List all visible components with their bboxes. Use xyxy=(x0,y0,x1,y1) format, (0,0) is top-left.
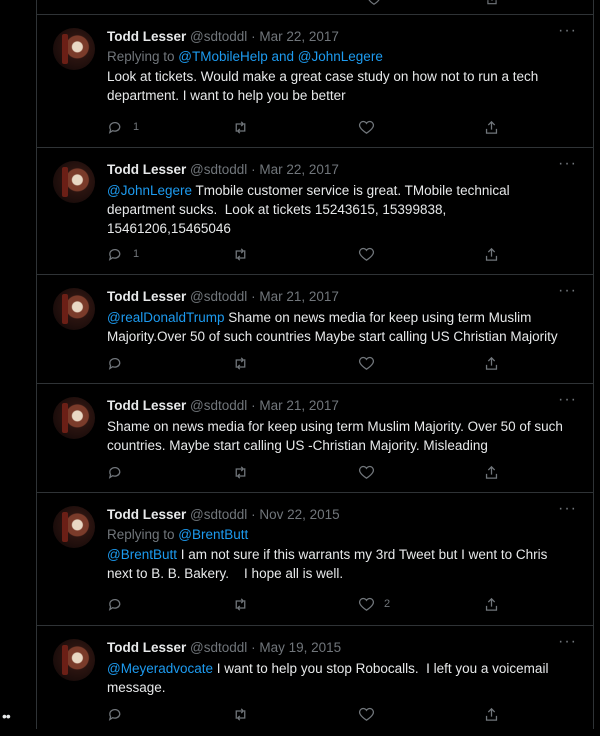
separator: · xyxy=(251,507,256,522)
retweet-icon xyxy=(232,706,249,723)
retweet-icon xyxy=(232,464,249,481)
reply-icon xyxy=(107,464,124,481)
tweet-actions xyxy=(107,593,547,615)
reply-button[interactable] xyxy=(107,243,139,265)
tweet[interactable] xyxy=(37,275,593,384)
like-icon xyxy=(358,464,375,481)
retweet-button[interactable] xyxy=(232,116,258,138)
share-button[interactable] xyxy=(483,703,500,725)
share-button[interactable] xyxy=(483,593,500,615)
more-options-icon[interactable]: ··· xyxy=(558,633,577,650)
replying-to-link[interactable]: @BrentButt xyxy=(178,527,249,542)
replying-to-link[interactable]: @TMobileHelp and @JohnLegere xyxy=(178,49,383,64)
separator: · xyxy=(251,640,256,655)
author-handle[interactable]: @sdtoddl xyxy=(190,289,248,304)
tweet-body: Tmobile customer service is great. TMobile technical department sucks. Look at tickets 15243615, 15399838, 15461206,15465046 xyxy=(107,183,514,236)
reply-count: 1 xyxy=(133,248,140,260)
reply-icon xyxy=(107,246,124,263)
replying-prefix: Replying to xyxy=(107,527,179,542)
author-handle[interactable]: @sdtoddl xyxy=(190,507,248,522)
like-button[interactable] xyxy=(358,593,390,615)
mention-link[interactable]: @realDonaldTrump xyxy=(107,310,225,325)
left-gutter xyxy=(0,0,36,729)
tweet-header xyxy=(107,391,577,416)
retweet-button[interactable] xyxy=(232,461,258,483)
reply-button[interactable] xyxy=(107,352,133,374)
author-handle[interactable]: @sdtoddl xyxy=(190,162,248,177)
tweet-header xyxy=(107,500,577,525)
reply-icon xyxy=(107,119,124,136)
tweet[interactable] xyxy=(37,15,593,148)
separator: · xyxy=(251,29,256,44)
author-name[interactable]: Todd Lesser xyxy=(107,29,187,44)
tweet-header xyxy=(107,633,577,658)
separator: · xyxy=(251,162,256,177)
tweet-header xyxy=(107,22,577,47)
retweet-button[interactable] xyxy=(232,352,258,374)
reply-icon xyxy=(107,596,124,613)
tweet-date[interactable]: Mar 21, 2017 xyxy=(259,289,339,304)
tweet-text xyxy=(107,67,573,105)
tweet-body: Shame on news media for keep using term Muslim Majority. Over 50 of such countries. Maybe start calling US -Christian Majority. Misleading xyxy=(107,419,567,453)
tweet-date[interactable]: Nov 22, 2015 xyxy=(259,507,340,522)
retweet-button[interactable] xyxy=(232,593,258,615)
separator: · xyxy=(251,289,256,304)
like-icon xyxy=(358,706,375,723)
reply-count: 1 xyxy=(133,121,140,133)
author-name[interactable]: Todd Lesser xyxy=(107,507,187,522)
tweet-date[interactable]: Mar 22, 2017 xyxy=(259,29,339,44)
author-name[interactable]: Todd Lesser xyxy=(107,289,187,304)
replying-prefix: Replying to xyxy=(107,49,179,64)
tweet-date[interactable]: May 19, 2015 xyxy=(259,640,342,655)
tweet-text xyxy=(107,308,573,346)
like-icon xyxy=(358,596,375,613)
like-icon xyxy=(358,355,375,372)
like-count: 2 xyxy=(384,598,391,610)
tweet-body: I am not sure if this warrants my 3rd Tweet but I went to Chris next to B. B. Bakery. I hope all is well. xyxy=(107,547,552,581)
more-options-icon[interactable]: ··· xyxy=(558,282,577,299)
retweet-icon xyxy=(232,119,249,136)
tweet-actions xyxy=(107,703,547,725)
tweet-header xyxy=(107,282,577,307)
avatar[interactable] xyxy=(53,28,95,70)
like-button[interactable] xyxy=(358,461,384,483)
more-options-icon[interactable]: ··· xyxy=(558,500,577,517)
tweet-date[interactable]: Mar 21, 2017 xyxy=(259,398,339,413)
tweet[interactable] xyxy=(37,493,593,626)
mention-link[interactable]: @JohnLegere xyxy=(107,183,193,198)
reply-button[interactable] xyxy=(107,593,133,615)
more-options-icon[interactable]: ··· xyxy=(558,22,577,39)
share-button[interactable] xyxy=(483,243,500,265)
share-icon xyxy=(483,464,500,481)
reply-button[interactable] xyxy=(107,116,139,138)
retweet-icon xyxy=(232,596,249,613)
like-icon xyxy=(358,119,375,136)
reply-button[interactable] xyxy=(107,703,133,725)
tweet-actions xyxy=(107,243,547,265)
share-icon xyxy=(483,706,500,723)
like-icon xyxy=(358,246,375,263)
tweet-actions xyxy=(107,116,547,138)
tweet-text xyxy=(107,417,573,455)
like-button[interactable] xyxy=(358,352,384,374)
author-handle[interactable]: @sdtoddl xyxy=(190,640,248,655)
reply-icon xyxy=(107,355,124,372)
previous-tweet-actions xyxy=(37,0,593,15)
retweet-icon xyxy=(232,355,249,372)
mention-link[interactable]: @BrentButt xyxy=(107,547,177,562)
tweet-text xyxy=(107,545,573,583)
like-button[interactable] xyxy=(358,116,384,138)
replying-to xyxy=(107,47,573,66)
avatar[interactable] xyxy=(53,397,95,439)
share-icon xyxy=(483,596,500,613)
reply-button[interactable] xyxy=(107,461,133,483)
tweet[interactable] xyxy=(37,626,593,736)
share-button[interactable] xyxy=(483,116,500,138)
tweet-actions xyxy=(107,352,547,374)
author-name[interactable]: Todd Lesser xyxy=(107,162,187,177)
share-icon xyxy=(483,119,500,136)
retweet-button[interactable] xyxy=(232,703,258,725)
share-icon xyxy=(483,355,500,372)
avatar[interactable] xyxy=(53,506,95,548)
tweet-header xyxy=(107,155,577,180)
tweet-date[interactable]: Mar 22, 2017 xyxy=(259,162,339,177)
tweet-body: Shame on news media for keep using term Muslim Majority.Over 50 of such countries Maybe start calling US Christian Majority xyxy=(107,310,558,344)
avatar[interactable] xyxy=(53,288,95,330)
share-button[interactable] xyxy=(483,352,500,374)
more-options-icon[interactable]: ··· xyxy=(558,391,577,408)
share-button[interactable] xyxy=(483,461,500,483)
tweet-body: I want to help you stop Robocalls. I left you a voicemail message. xyxy=(107,661,553,695)
tweet[interactable] xyxy=(37,384,593,493)
like-icon[interactable] xyxy=(367,0,381,6)
tweet-text xyxy=(107,659,573,697)
replying-to xyxy=(107,525,573,544)
account-more-icon[interactable]: •• xyxy=(2,708,10,724)
avatar[interactable] xyxy=(53,639,95,681)
share-icon[interactable] xyxy=(485,0,499,6)
like-button[interactable] xyxy=(358,243,384,265)
share-icon xyxy=(483,246,500,263)
tweet-actions xyxy=(107,461,547,483)
reply-icon xyxy=(107,706,124,723)
retweet-button[interactable] xyxy=(232,243,258,265)
author-handle[interactable]: @sdtoddl xyxy=(190,398,248,413)
tweet-body: Look at tickets. Would make a great case study on how not to run a tech department. I want to help you be better xyxy=(107,69,543,103)
author-handle[interactable]: @sdtoddl xyxy=(190,29,248,44)
tweet[interactable] xyxy=(37,148,593,275)
avatar[interactable] xyxy=(53,161,95,203)
author-name[interactable]: Todd Lesser xyxy=(107,640,187,655)
timeline-feed xyxy=(36,0,594,729)
separator: · xyxy=(251,398,256,413)
retweet-icon xyxy=(232,246,249,263)
mention-link[interactable]: @Meyeradvocate xyxy=(107,661,214,676)
author-name[interactable]: Todd Lesser xyxy=(107,398,187,413)
tweet-text xyxy=(107,181,573,238)
like-button[interactable] xyxy=(358,703,384,725)
more-options-icon[interactable]: ··· xyxy=(558,155,577,172)
